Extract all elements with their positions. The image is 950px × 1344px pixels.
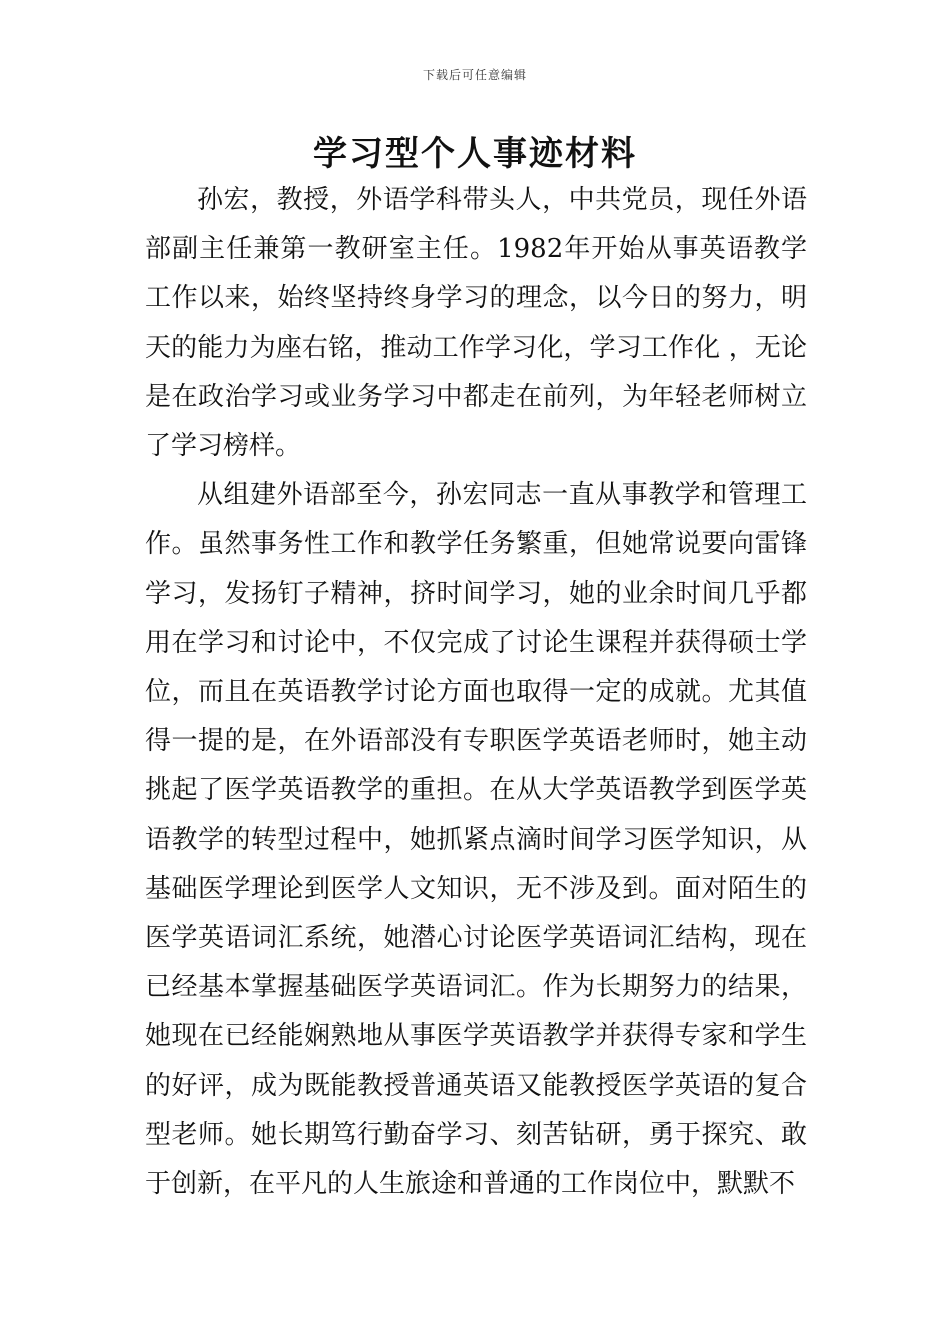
header-note: 下载后可任意编辑 [422, 68, 527, 82]
document-body [145, 176, 807, 1209]
paragraph-1: 孙宏，教授，外语学科带头人，中共党员，现任外语部副主任兼第一教研室主任。1982年开始从事英语教学工作以来，始终坚持终身学习的理念，以今日的努力，明天的能力为座右铭，推动工作学习化，学习工作化 ，无论是在政治学习或业务学习中都走在前列，为年轻老师树立了学习榜样。 [145, 185, 807, 462]
document-title: 学习型个人事迹材料 [313, 134, 637, 174]
paragraph-2: 从组建外语部至今，孙宏同志一直从事教学和管理工作。虽然事务性工作和教学任务繁重，但她常说要向雷锋学习，发扬钉子精神，挤时间学习，她的业余时间几乎都用在学习和讨论中，不仅完成了讨论生课程并获得硕士学位，而且在英语教学讨论方面也取得一定的成就。尤其值得一提的是，在外语部没有专职医学英语老师时，她主动挑起了医学英语教学的重担。在从大学英语教学到医学英语教学的转型过程中，她抓紧点滴时间学习医学知识，从基础医学理论到医学人文知识，无不涉及到。面对陌生的医学英语词汇系统，她潜心讨论医学英语词汇结构，现在已经基本掌握基础医学英语词汇。作为长期努力的结果，她现在已经能娴熟地从事医学英语教学并获得专家和学生的好评，成为既能教授普通英语又能教授医学英语的复合型老师。她长期笃行勤奋学习、刻苦钻研，勇于探究、敢于创新，在平凡的人生旅途和普通的工作岗位中，默默不 [145, 480, 807, 1200]
